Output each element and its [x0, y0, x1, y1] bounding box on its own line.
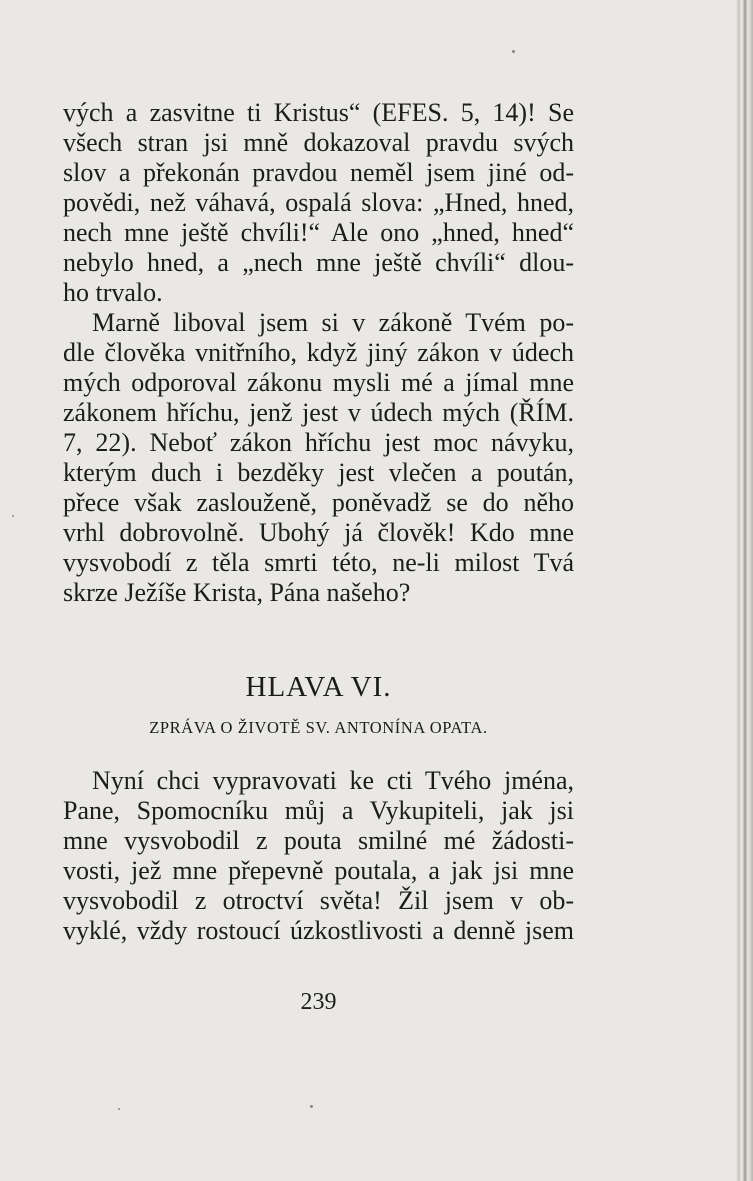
text-line: 7, 22). Neboť zákon hříchu jest moc návyku, [63, 428, 574, 457]
text-line: slov a překonán pravdou neměl jsem jiné od- [63, 158, 574, 187]
paragraph [63, 766, 574, 796]
text-line: přece však zaslouženě, poněvadž se do něho [63, 488, 574, 517]
text-line: nech mne ještě chvíli!“ Ale ono „hned, hned“ [63, 218, 574, 247]
paper-speck [12, 515, 14, 517]
text-line: všech stran jsi mně dokazoval pravdu svých [63, 128, 574, 157]
text-line: vrhl dobrovolně. Ubohý já člověk! Kdo mne [63, 518, 574, 547]
paper-speck [310, 1105, 313, 1108]
text-line: zákonem hříchu, jenž jest v údech mých (ŘÍM. [63, 398, 574, 427]
text-line: mých odporoval zákonu mysli mé a jímal mne [63, 368, 574, 397]
paragraph-rest [63, 338, 574, 608]
text-line: dle člověka vnitřního, když jiný zákon v údech [63, 338, 574, 367]
paper-speck [512, 50, 515, 53]
text-line: mne vysvobodil z pouta smilné mé žádosti- [63, 826, 574, 855]
paragraph-continued [63, 98, 574, 308]
text-line: skrze Ježíše Krista, Pána našeho? [63, 578, 411, 607]
chapter-subtitle: ZPRÁVA O ŽIVOTĚ SV. ANTONÍNA OPATA. [149, 718, 488, 737]
text-line: nebylo hned, a „nech mne ještě chvíli“ dlou- [63, 248, 574, 277]
text-line: Nyní chci vypravovati ke cti Tvého jména, [92, 766, 574, 795]
text-line: vyklé, vždy rostoucí úzkostlivosti a denně jsem [63, 916, 574, 945]
text-line: vysvobodí z těla smrti této, ne-li milost Tvá [63, 548, 574, 577]
text-line: povědi, než váhavá, ospalá slova: „Hned, hned, [63, 188, 574, 217]
paragraph-rest [63, 796, 574, 946]
paper-speck [118, 1108, 120, 1110]
text-line: kterým duch i bezděky jest vlečen a poután, [63, 458, 574, 487]
text-line: Pane, Spomocníku můj a Vykupiteli, jak jsi [63, 796, 574, 825]
page-number: 239 [300, 989, 337, 1015]
paragraph [63, 308, 574, 338]
text-line: vosti, jež mne přepevně poutala, a jak jsi mne [63, 856, 574, 885]
chapter-title: HLAVA VI. [245, 671, 392, 703]
text-line: vých a zasvitne ti Kristus“ (EFES. 5, 14)! Se [63, 98, 574, 127]
text-block-bottom [63, 766, 574, 946]
text-line: Marně liboval jsem si v zákoně Tvém po- [92, 308, 574, 337]
text-line: ho trvalo. [63, 278, 163, 307]
page-edge [735, 0, 753, 1181]
text-line: vysvobodil z otroctví světa! Žil jsem v ob- [63, 886, 574, 915]
text-block-top [63, 98, 574, 608]
